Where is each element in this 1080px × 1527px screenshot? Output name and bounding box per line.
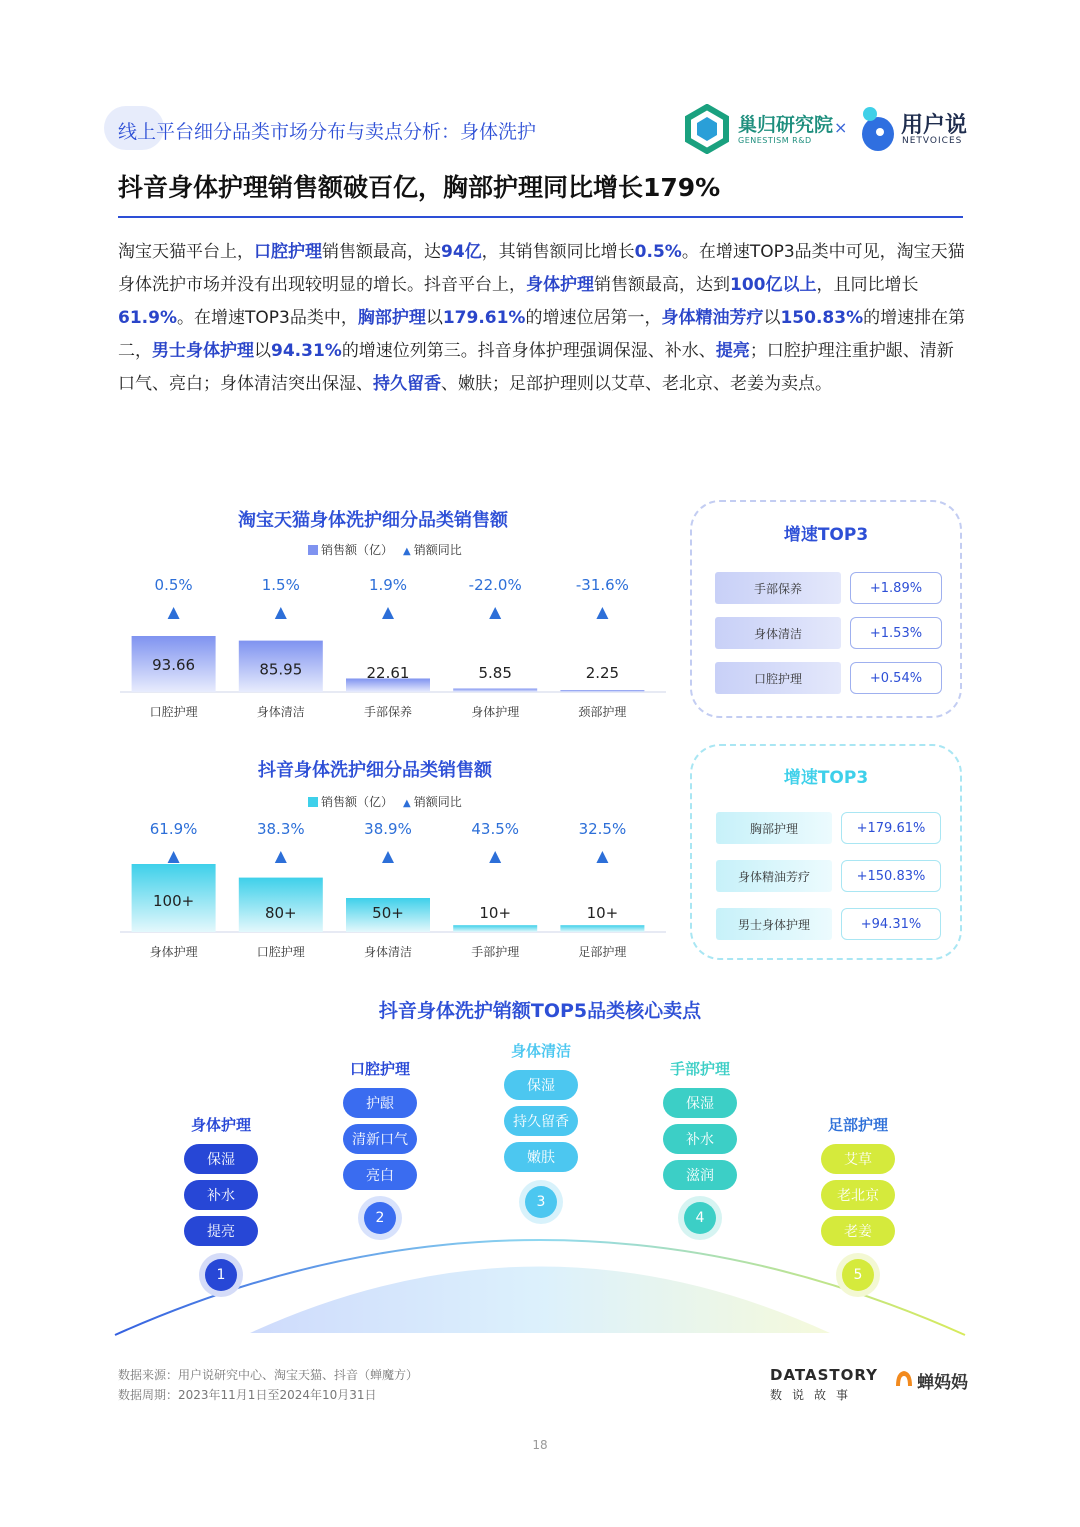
- sp-point-pill: 嫩肤: [504, 1142, 578, 1172]
- legend-marker-label: 销额同比: [413, 795, 462, 809]
- summary-highlight: 身体精油芳疗: [661, 308, 764, 328]
- sp-point-pill: 清新口气: [343, 1124, 417, 1154]
- summary-highlight: 提亮: [715, 341, 750, 361]
- legend-bar-label: 销售额（亿）: [321, 795, 394, 809]
- summary-text: 以: [254, 341, 271, 361]
- category-tick-label: 身体清洁: [363, 945, 413, 959]
- yoy-marker: [382, 607, 394, 619]
- legend-bar-label: 销售额（亿）: [321, 543, 394, 557]
- summary-highlight: 男士身体护理: [152, 341, 254, 361]
- bar-value-label: 10+: [586, 904, 619, 922]
- sp-point-pill: 艾草: [821, 1144, 895, 1174]
- legend-marker-label: 销额同比: [413, 543, 462, 557]
- bar-value-label: 10+: [479, 904, 512, 922]
- tmall-top3-item-value: +1.53%: [850, 617, 942, 649]
- summary-highlight: 150.83%: [780, 308, 864, 328]
- genestism-logo-cn: 巢归研究院: [738, 114, 834, 136]
- sp-number-badge: 5: [842, 1259, 874, 1291]
- bar: [560, 690, 644, 692]
- douyin-top3-item-name: 身体精油芳疗: [716, 860, 832, 892]
- summary-text: ，且同比增长: [816, 275, 919, 295]
- tmall-chart-legend: [308, 541, 462, 558]
- yoy-marker: [275, 607, 287, 619]
- tmall-top3-item-name: 身体清洁: [715, 617, 841, 649]
- yoy-percent-label: -22.0%: [468, 576, 522, 594]
- yoy-percent-label: 1.5%: [261, 576, 300, 594]
- bar-value-label: 100+: [152, 892, 195, 910]
- chanmama-icon: [893, 1368, 915, 1390]
- category-tick-label: 手部护理: [471, 945, 520, 959]
- sp-point-pill: 持久留香: [504, 1106, 578, 1136]
- douyin-top3-item-value: +94.31%: [841, 908, 941, 940]
- sp-point-pill: 滋润: [663, 1160, 737, 1190]
- summary-text: ；口腔护理注重护龈、清新口气、亮白；身体清洁突出保湿、: [118, 341, 954, 394]
- sp-number-badge: 3: [525, 1186, 557, 1218]
- tmall-top3-title: 增速TOP3: [783, 525, 869, 545]
- tmall-top3-item-value: +0.54%: [850, 662, 942, 694]
- genestism-logo-icon: [682, 104, 732, 154]
- tmall-top3-item-name: 口腔护理: [715, 662, 841, 694]
- yoy-marker: [489, 607, 501, 619]
- page-number: 18: [532, 1438, 548, 1452]
- summary-highlight: 94.31%: [271, 341, 342, 361]
- yoy-percent-label: 32.5%: [578, 820, 627, 838]
- sp-number-badge: 4: [684, 1202, 716, 1234]
- yoy-percent-label: 1.9%: [368, 576, 408, 594]
- sp-point-pill: 护龈: [343, 1088, 417, 1118]
- bar-value-label: 5.85: [478, 664, 512, 682]
- yoy-marker: [596, 607, 608, 619]
- tmall-chart-title: 淘宝天猫身体洗护细分品类销售额: [238, 510, 508, 531]
- summary-highlight: 胸部护理: [357, 308, 426, 328]
- sp-point-pill: 补水: [663, 1124, 737, 1154]
- legend-bar-swatch: [308, 797, 318, 807]
- yoy-marker: [596, 851, 608, 863]
- sp-number-badge: 2: [364, 1202, 396, 1234]
- category-tick-label: 颈部护理: [578, 705, 627, 719]
- yoy-percent-label: 38.9%: [364, 820, 412, 838]
- data-period: 数据周期：2023年11月1日至2024年10月31日: [118, 1388, 377, 1402]
- douyin-chart-legend: [308, 793, 462, 810]
- bar-value-label: 50+: [372, 904, 404, 922]
- yoy-percent-label: 61.9%: [149, 820, 198, 838]
- yoy-marker: [275, 851, 287, 863]
- summary-text: 的增速位列第三。抖音身体护理强调保湿、补水、: [341, 341, 716, 361]
- category-tick-label: 口腔护理: [149, 705, 198, 719]
- douyin-top3-title: 增速TOP3: [783, 768, 869, 788]
- summary-text: 、嫩肤；足部护理则以艾草、老北京、老姜为卖点。: [441, 374, 832, 394]
- summary-text: 以: [763, 308, 781, 328]
- bar-value-label: 85.95: [259, 660, 303, 679]
- category-tick-label: 口腔护理: [256, 945, 305, 959]
- chanmama-logo: [893, 1366, 973, 1396]
- summary-highlight: 61.9%: [118, 308, 177, 328]
- section-title: 线上平台细分品类市场分布与卖点分析：身体洗护: [118, 121, 537, 143]
- netvoices-logo-en: NETVOICES: [902, 136, 963, 146]
- netvoices-logo-cn: 用户说: [901, 113, 968, 138]
- summary-highlight: 179.61%: [442, 308, 526, 328]
- partner-logos: [680, 100, 970, 160]
- summary-text: 淘宝天猫平台上，: [118, 242, 254, 262]
- summary-text: 的增速排在第二，: [118, 308, 966, 361]
- summary-highlight: 94亿: [441, 242, 482, 262]
- tmall-top3-item-name: 手部保养: [715, 572, 841, 604]
- sp-category-name: 足部护理: [827, 1116, 888, 1134]
- category-tick-label: 身体护理: [471, 705, 520, 719]
- bar: [560, 925, 644, 932]
- genestism-logo-en: GENESTISM R&D: [738, 136, 812, 145]
- sp-point-pill: 保湿: [184, 1144, 258, 1174]
- sp-point-pill: 老姜: [821, 1216, 895, 1246]
- category-tick-label: 手部保养: [363, 705, 413, 719]
- selling-points-title: 抖音身体洗护销额TOP5品类核心卖点: [378, 1000, 702, 1022]
- sp-category-name: 身体清洁: [510, 1042, 571, 1060]
- category-tick-label: 身体清洁: [256, 705, 305, 719]
- legend-triangle-icon: ▲: [403, 798, 411, 809]
- douyin-chart-title: 抖音身体洗护细分品类销售额: [258, 760, 492, 781]
- summary-highlight: 0.5%: [634, 242, 682, 262]
- douyin-sales-chart: [120, 812, 680, 972]
- sp-point-pill: 补水: [184, 1180, 258, 1210]
- sp-point-pill: 保湿: [663, 1088, 737, 1118]
- category-tick-label: 身体护理: [149, 945, 198, 959]
- summary-text: ，其销售额同比增长: [481, 242, 635, 262]
- title-divider: [118, 216, 963, 218]
- arc-fill: [250, 1267, 830, 1334]
- summary-text: 销售额最高，达到: [594, 275, 730, 295]
- summary-highlight: 持久留香: [373, 374, 441, 394]
- tmall-sales-chart: [120, 560, 680, 730]
- page-title: 抖音身体护理销售额破百亿，胸部护理同比增长179%: [118, 173, 721, 202]
- sp-point-pill: 保湿: [504, 1070, 578, 1100]
- legend-triangle-icon: ▲: [403, 546, 411, 557]
- douyin-top3-item-name: 胸部护理: [716, 812, 832, 844]
- sp-number-badge: 1: [205, 1259, 237, 1291]
- summary-text: 。在增速TOP3品类中可见，淘宝天猫身体洗护市场并没有出现较明显的增长。抖音平台上，: [118, 242, 965, 295]
- yoy-marker: [382, 851, 394, 863]
- bar-value-label: 80+: [264, 904, 297, 922]
- summary-text: 。在增速TOP3品类中，: [176, 308, 358, 328]
- sp-point-pill: 老北京: [821, 1180, 895, 1210]
- tmall-top3-item-value: +1.89%: [850, 572, 942, 604]
- data-source: 数据来源：用户说研究中心、淘宝天猫、抖音（蝉魔方）: [118, 1368, 419, 1382]
- chanmama-logo-text: 蝉妈妈: [917, 1373, 968, 1393]
- sp-point-pill: 亮白: [343, 1160, 417, 1190]
- yoy-percent-label: -31.6%: [575, 576, 629, 594]
- summary-highlight: 100亿以上: [730, 275, 817, 295]
- logo-separator: ×: [834, 118, 848, 137]
- douyin-top3-item-value: +179.61%: [841, 812, 941, 844]
- sp-category-name: 口腔护理: [349, 1060, 410, 1078]
- bar: [453, 925, 537, 932]
- douyin-top3-item-value: +150.83%: [841, 860, 941, 892]
- summary-text: 销售额最高，达: [322, 242, 441, 262]
- yoy-percent-label: 0.5%: [154, 576, 193, 594]
- legend-bar-swatch: [308, 545, 318, 555]
- summary-highlight: 身体护理: [526, 275, 594, 295]
- yoy-percent-label: 43.5%: [471, 820, 520, 838]
- sp-category-name: 手部护理: [669, 1060, 730, 1078]
- sp-point-pill: 提亮: [184, 1216, 258, 1246]
- datastory-logo-en: DATASTORY: [770, 1366, 878, 1384]
- summary-paragraph: [118, 236, 968, 401]
- summary-text: 以: [425, 308, 443, 328]
- yoy-marker: [489, 851, 501, 863]
- netvoices-logo-icon: [856, 104, 896, 154]
- summary-highlight: 口腔护理: [254, 242, 322, 262]
- bar-value-label: 93.66: [152, 656, 196, 674]
- yoy-marker: [168, 607, 180, 619]
- summary-text: 的增速位居第一，: [525, 308, 662, 328]
- bar: [453, 689, 537, 692]
- bar-value-label: 2.25: [585, 664, 620, 682]
- bar-value-label: 22.61: [366, 664, 410, 682]
- douyin-top3-item-name: 男士身体护理: [716, 908, 832, 940]
- yoy-percent-label: 38.3%: [256, 820, 305, 838]
- datastory-logo: [770, 1366, 890, 1406]
- yoy-marker: [168, 851, 180, 863]
- sp-category-name: 身体护理: [190, 1116, 251, 1134]
- datastory-logo-cn: 数说故事: [770, 1388, 859, 1402]
- category-tick-label: 足部护理: [578, 945, 627, 959]
